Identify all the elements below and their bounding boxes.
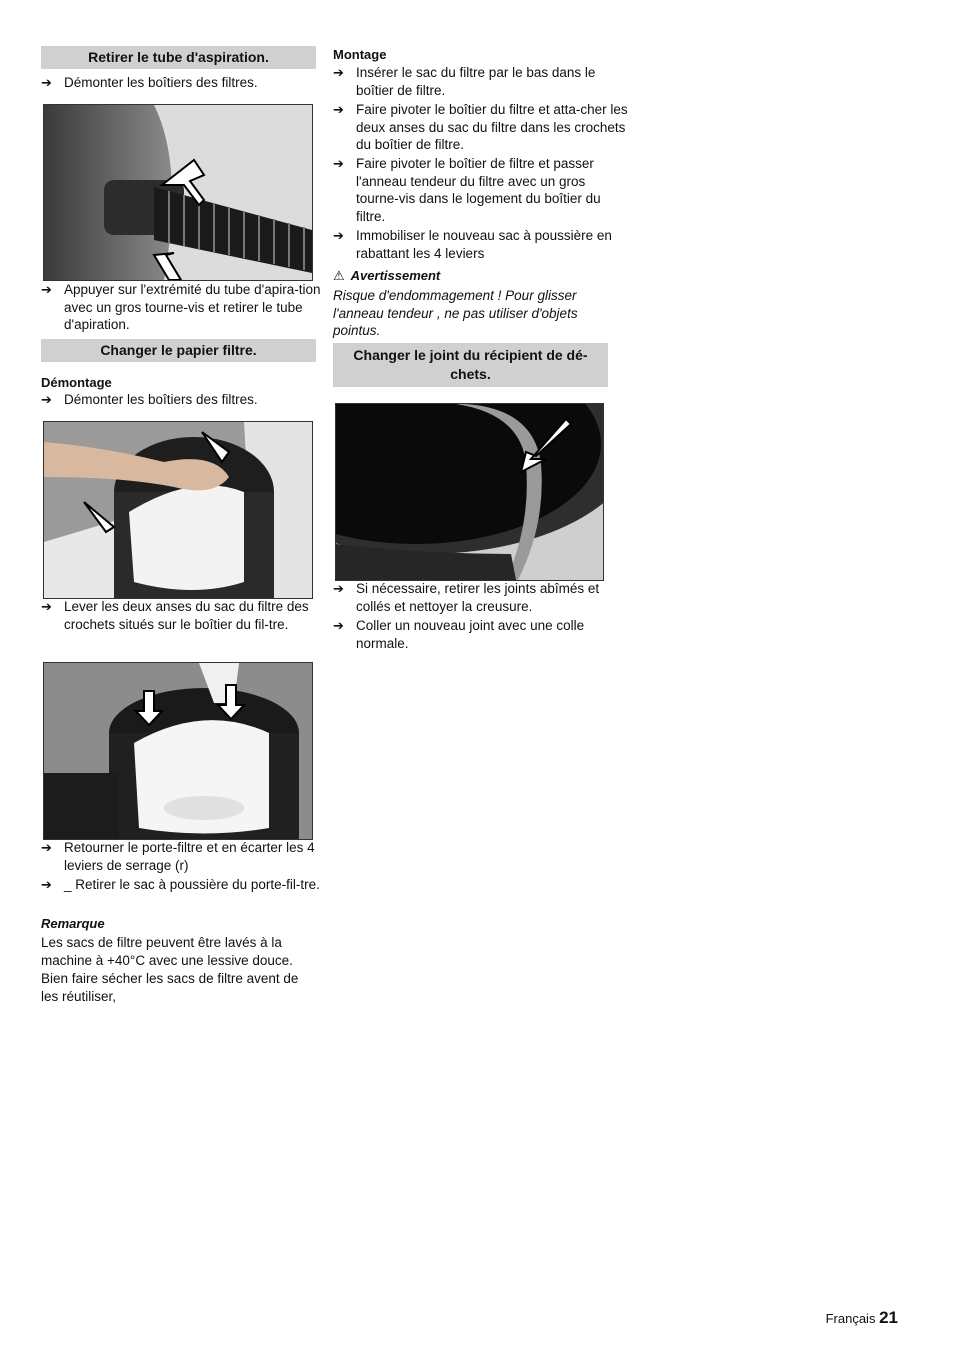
subheading-montage: Montage (333, 47, 387, 62)
arrow-icon: ➔ (333, 65, 344, 80)
list-item (333, 101, 631, 154)
item-text: Si nécessaire, retirer les joints abîmés et collés et nettoyer la creusure. (356, 581, 600, 614)
item-text: Insérer le sac du filtre par le bas dans le boîtier de filtre. (356, 65, 596, 98)
list-item (333, 580, 631, 615)
item-text: Lever les deux anses du sac du filtre des crochets situés sur le boîtier du fil-tre. (64, 599, 309, 632)
arrow-icon: ➔ (41, 392, 52, 407)
footer-language: Français (825, 1311, 876, 1326)
arrow-icon: ➔ (41, 75, 52, 90)
list-item (41, 391, 339, 409)
warning-text: Risque d'endommagement ! Pour glisser l'anneau tendeur , ne pas utiliser d'objets pointus. (333, 288, 578, 338)
section-heading-filter: Changer le papier filtre. (41, 339, 316, 362)
warning-title: Avertissement (350, 268, 441, 283)
list-item (41, 839, 339, 874)
note-text: Les sacs de filtre peuvent être lavés à la machine à +40°C avec une lessive douce. Bien faire sécher les sacs de filtre avent de les réutiliser, (41, 935, 299, 1004)
item-text: Faire pivoter le boîtier de filtre et passer l'anneau tendeur du filtre avec un gros tourne-vis dans le logement du boîtier du filtre. (356, 156, 601, 224)
item-text: Retourner le porte-filtre et en écarter les 4 leviers de serrage (r) (64, 840, 315, 873)
warning-triangle-icon: ⚠ (333, 268, 345, 283)
arrow-icon: ➔ (333, 581, 344, 596)
item-text: Immobiliser le nouveau sac à poussière en rabattant les 4 leviers (356, 228, 612, 261)
arrow-icon: ➔ (333, 228, 344, 243)
item-text: Appuyer sur l'extrémité du tube d'apira-tion avec un gros tourne-vis et retirer le tube d'apiration. (64, 282, 321, 333)
arrow-icon: ➔ (41, 840, 52, 855)
item-text: Démonter les boîtiers des filtres. (64, 392, 258, 407)
arrow-icon: ➔ (41, 599, 52, 614)
section-heading-seal: Changer le joint du récipient de dé-chets. (333, 343, 608, 387)
arrow-icon: ➔ (333, 102, 344, 117)
subheading-demontage: Démontage (41, 375, 112, 390)
list-item (333, 155, 631, 225)
section-heading-tube: Retirer le tube d'aspiration. (41, 46, 316, 69)
photo-suction-tube (43, 104, 313, 281)
item-text: _ Retirer le sac à poussière du porte-fil-tre. (64, 877, 320, 892)
list-item (333, 64, 631, 99)
item-text: Démonter les boîtiers des filtres. (64, 75, 258, 90)
arrow-icon: ➔ (41, 282, 52, 297)
photo-filter-housing (43, 421, 313, 599)
list-item (41, 876, 339, 894)
page-number: 21 (879, 1308, 898, 1327)
list-item (333, 617, 631, 652)
photo-filter-levers (43, 662, 313, 840)
item-text: Coller un nouveau joint avec une colle normale. (356, 618, 585, 651)
list-item (41, 74, 339, 92)
list-item (41, 281, 339, 334)
warning-title-row (333, 267, 440, 284)
page-footer (826, 1308, 898, 1328)
photo-container-seal (335, 403, 604, 581)
arrow-icon: ➔ (333, 156, 344, 171)
list-item (41, 598, 339, 633)
arrow-icon: ➔ (41, 877, 52, 892)
arrow-icon: ➔ (333, 618, 344, 633)
note-title: Remarque (41, 916, 105, 931)
list-item (333, 227, 631, 262)
item-text: Faire pivoter le boîtier du filtre et atta-cher les deux anses du sac du filtre dans les crochets du boîtier de filtre. (356, 102, 628, 153)
